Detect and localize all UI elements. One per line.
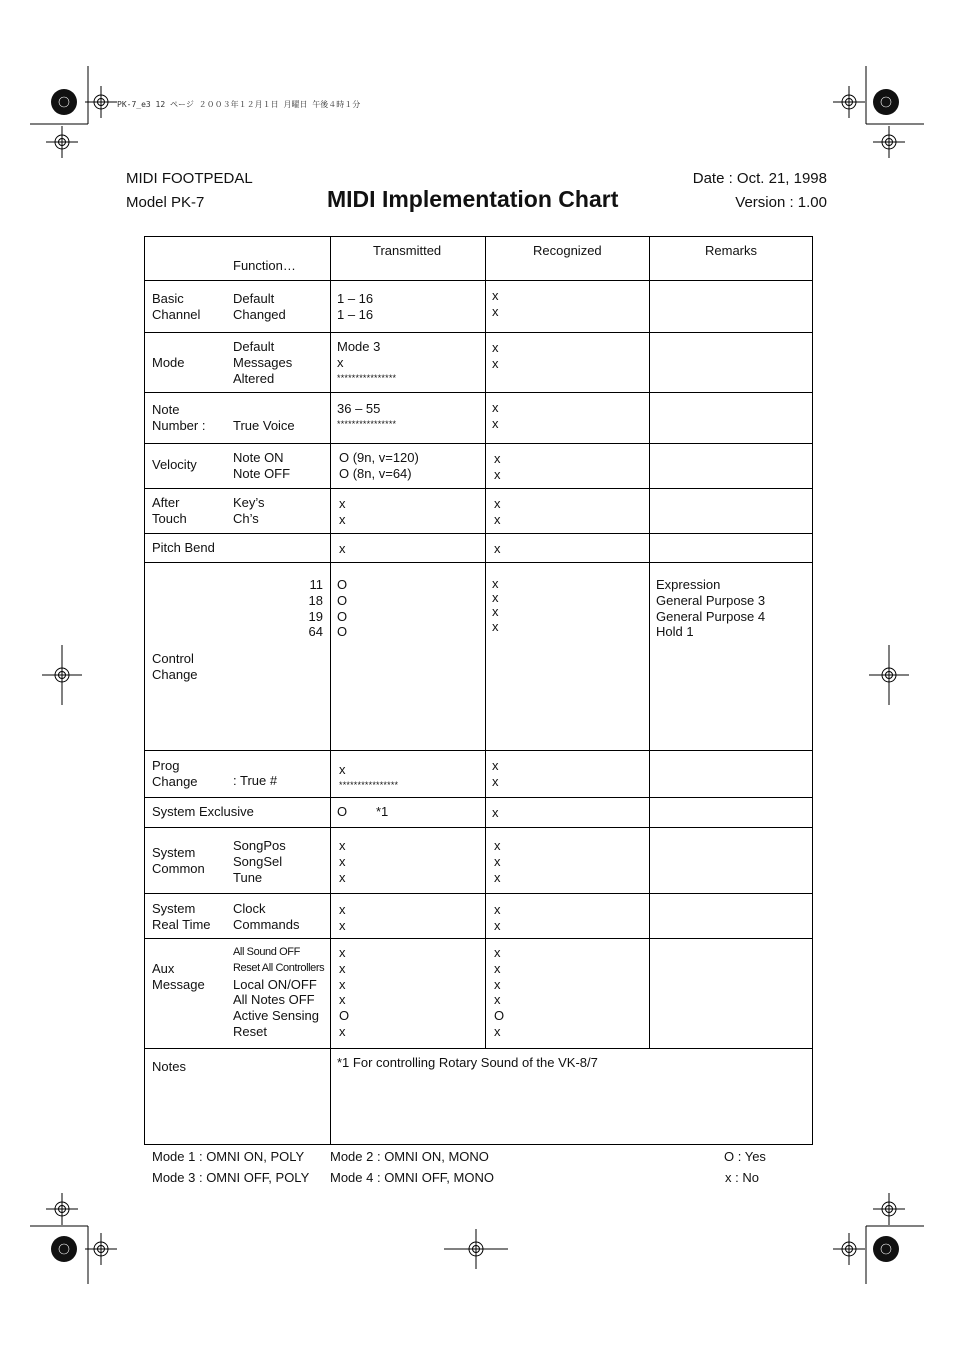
row-notes-label: Notes <box>152 1059 186 1074</box>
date-label: Date : Oct. 21, 1998 <box>692 170 827 187</box>
midi-implementation-table <box>144 236 813 1145</box>
row-control-tx: O O O O <box>337 577 348 640</box>
row-pitchbend-tx: x <box>339 541 346 556</box>
row-control-remarks: Expression General Purpose 3 General Purpose 4 Hold 1 <box>656 577 766 640</box>
version-label: Version : 1.00 <box>735 194 827 211</box>
row-basic-tx: 1 – 16 1 – 16 <box>337 291 374 322</box>
row-note-sub: True Voice <box>233 418 295 433</box>
row-common-rx: x x x <box>494 838 501 885</box>
legend-yes: O : Yes <box>724 1149 766 1164</box>
row-mode-label: Mode <box>152 355 185 370</box>
row-aux-tx: x x x x O x <box>339 945 350 1039</box>
row-common-tx: x x x <box>339 838 346 885</box>
row-prog-sub: : True # <box>233 773 278 788</box>
row-aux-rx: x x x x O x <box>494 945 505 1039</box>
row-prog-tx: x **************** <box>339 762 399 790</box>
row-mode-tx: Mode 3 x **************** <box>337 339 397 383</box>
crop-header-text: PK-7_e3 12 ページ ２００３年１２月１日 月曜日 午後４時１分 <box>117 100 361 109</box>
model-name: Model PK-7 <box>126 194 205 211</box>
legend-no: x : No <box>725 1170 759 1185</box>
row-sysex-note: *1 <box>376 804 389 819</box>
row-sysex-label: System Exclusive <box>152 804 254 819</box>
row-aftertouch-rx: x x <box>494 496 501 527</box>
row-aux-label: Aux Message <box>152 961 205 992</box>
row-common-label: System Common <box>152 845 205 876</box>
row-basic-rx: x x <box>492 288 499 319</box>
row-velocity-rx: x x <box>494 451 501 482</box>
row-velocity-tx: O (9n, v=120) O (8n, v=64) <box>339 450 419 481</box>
product-name: MIDI FOOTPEDAL <box>126 170 253 187</box>
row-basic-label: Basic Channel <box>152 291 201 322</box>
row-aux-sub: All Sound OFF Reset All Controllers Local ON/OFF All Notes OFF Active Sensing Reset <box>233 946 325 1039</box>
row-sysex-rx: x <box>492 805 499 820</box>
row-control-numbers: 11 18 19 64 <box>308 577 323 640</box>
header-function: Function… <box>233 258 296 273</box>
row-control-rx: x x x x <box>492 576 499 634</box>
row-pitchbend-rx: x <box>494 541 501 556</box>
row-velocity-sub: Note ON Note OFF <box>233 450 291 481</box>
row-basic-sub: Default Changed <box>233 291 286 322</box>
row-velocity-label: Velocity <box>152 457 197 472</box>
row-note-rx: x x <box>492 400 499 431</box>
row-realtime-label: System Real Time <box>152 901 211 932</box>
row-prog-rx: x x <box>492 758 499 789</box>
legend-mode3: Mode 3 : OMNI OFF, POLY <box>152 1170 310 1185</box>
row-note-label: Note Number : <box>152 402 206 433</box>
row-control-label: Control Change <box>152 651 198 682</box>
row-pitchbend-label: Pitch Bend <box>152 540 215 555</box>
legend-mode1: Mode 1 : OMNI ON, POLY <box>152 1149 305 1164</box>
row-aftertouch-sub: Key’s Ch’s <box>233 495 265 526</box>
row-notes-text: *1 For controlling Rotary Sound of the VK-8/7 <box>337 1055 598 1070</box>
row-realtime-rx: x x <box>494 902 501 933</box>
row-mode-sub: Default Messages Altered <box>233 339 293 386</box>
header-recognized: Recognized <box>533 243 602 258</box>
row-aftertouch-label: After Touch <box>152 495 187 526</box>
row-note-tx: 36 – 55 **************** <box>337 401 397 429</box>
legend-mode2: Mode 2 : OMNI ON, MONO <box>330 1149 489 1164</box>
header-transmitted: Transmitted <box>373 243 442 258</box>
row-mode-rx: x x <box>492 340 499 371</box>
row-realtime-sub: Clock Commands <box>233 901 300 932</box>
header-remarks: Remarks <box>705 243 758 258</box>
row-aftertouch-tx: x x <box>339 496 346 527</box>
row-sysex-tx: O <box>337 804 348 819</box>
row-realtime-tx: x x <box>339 902 346 933</box>
row-common-sub: SongPos SongSel Tune <box>233 838 286 885</box>
legend-mode4: Mode 4 : OMNI OFF, MONO <box>330 1170 494 1185</box>
row-prog-label: Prog Change <box>152 758 198 789</box>
page-title: MIDI Implementation Chart <box>327 186 619 212</box>
